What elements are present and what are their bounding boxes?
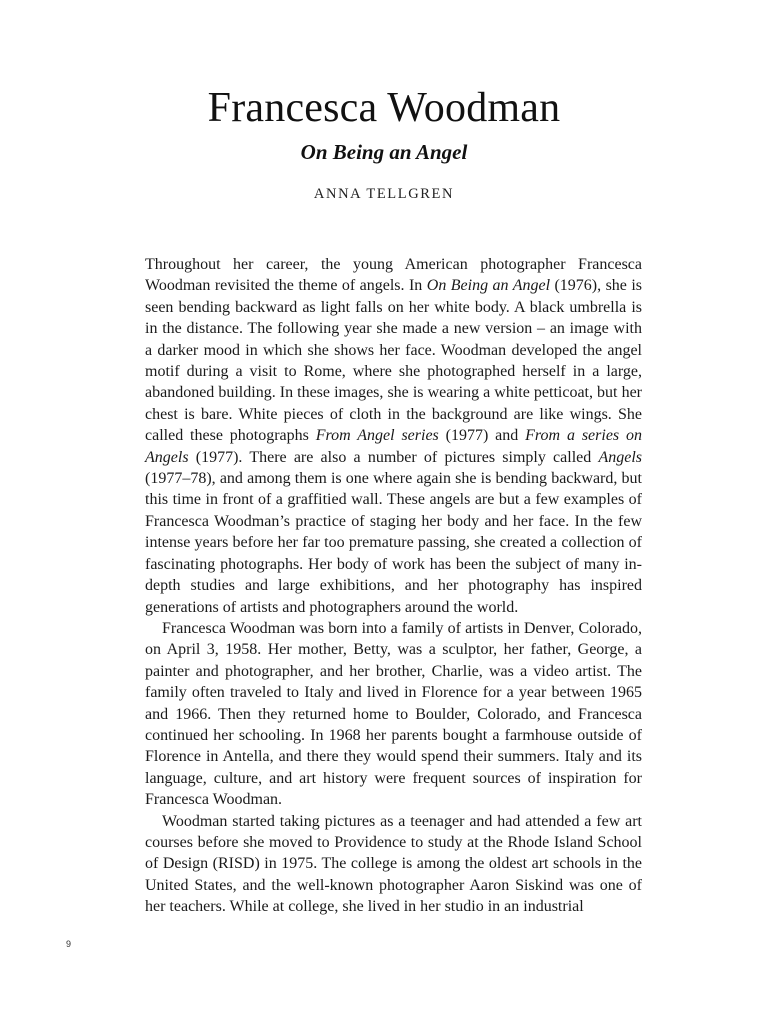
author-name: ANNA TELLGREN: [313, 186, 455, 202]
paragraph-text: Throughout her career, the young American photographer Francesca Woodman revisited the theme of angels. In: [145, 256, 642, 295]
paragraph-1: [145, 254, 642, 618]
article-body: [145, 254, 642, 918]
paragraph-2: [145, 618, 642, 811]
paragraph-text: (1977) and: [438, 427, 526, 445]
paragraph-text: (1977–78), and among them is one where again she is bending backward, but this time in front of a graffitied wall. These angels are but a few examples of Francesca Woodman’s practice of staging her body and her face. In the few intense years before her far too premature passing, she created a collection of fascinating photographs. Her body of work has been the subject of many in-depth studies and large exhibitions, and her photography has inspired generations of artists and photographers around the world.: [145, 470, 642, 616]
page-number: 9: [66, 939, 72, 949]
paragraph-text: (1977). There are also a number of pictures simply called: [188, 448, 599, 466]
paragraph-text: Woodman started taking pictures as a teenager and had attended a few art courses before she moved to Providence to study at the Rhode Island School of Design (RISD) in 1975. The college is among the oldest art schools in the United States, and the well-known photographer Aaron Siskind was one of her teachers. While at college, she lived in her studio in an industrial: [145, 812, 642, 916]
italic-title-text: From a series on Angels: [145, 427, 643, 466]
paragraph-3: [145, 811, 642, 918]
italic-title-text: Angels: [598, 448, 642, 466]
paragraph-text: Francesca Woodman was born into a family of artists in Denver, Colorado, on April 3, 1958. Her mother, Betty, was a sculptor, her father, George, a painter and photographer, and her brother, Charlie, was a video artist. The family often traveled to Italy and lived in Florence for a year between 1965 and 1966. Then they returned home to Boulder, Colorado, and Francesca continued her schooling. In 1968 her parents bought a farmhouse outside of Florence in Antella, and there they would spend their summers. Italy and its language, culture, and art history were frequent sources of inspiration for Francesca Woodman.: [145, 619, 642, 809]
article-subtitle: On Being an Angel: [300, 140, 468, 164]
italic-title-text: On Being an Angel: [426, 277, 551, 295]
paragraph-text: (1976), she is seen bending backward as light falls on her white body. A black umbrella is in the distance. The following year she made a new version – an image with a darker mood in which she shows her face. Woodman developed the angel motif during a visit to Rome, where she photographed herself in a large, abandoned building. In these images, she is wearing a white petticoat, but her chest is bare. White pieces of cloth in the background are like wings. She called these photographs: [145, 277, 643, 445]
italic-title-text: From Angel series: [315, 427, 439, 445]
article-title: Francesca Woodman: [207, 85, 561, 131]
